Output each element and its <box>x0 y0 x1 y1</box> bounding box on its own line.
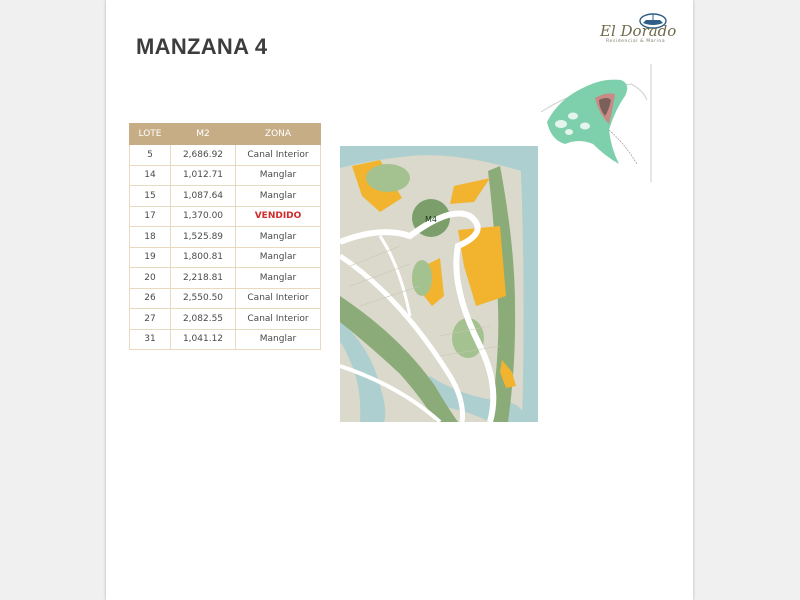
block-map <box>340 146 538 422</box>
cell-m2: 2,082.55 <box>171 309 236 330</box>
key-map-drawing <box>539 64 653 182</box>
table-row <box>130 227 321 248</box>
cell-lote: 26 <box>130 288 171 309</box>
cell-m2: 2,686.92 <box>171 145 236 166</box>
document-page <box>106 0 693 600</box>
cell-m2: 1,087.64 <box>171 186 236 207</box>
cell-lote: 14 <box>130 165 171 186</box>
block-map-drawing <box>340 146 538 422</box>
cell-m2: 1,800.81 <box>171 247 236 268</box>
cell-zona: Canal Interior <box>236 288 321 309</box>
cell-m2: 1,370.00 <box>171 206 236 227</box>
table-row <box>130 268 321 289</box>
cell-lote: 31 <box>130 329 171 350</box>
table-row <box>130 186 321 207</box>
cell-lote: 27 <box>130 309 171 330</box>
cell-zona: Manglar <box>236 227 321 248</box>
cell-m2: 1,525.89 <box>171 227 236 248</box>
cell-zona: Manglar <box>236 329 321 350</box>
brand-logo <box>600 12 675 46</box>
cell-lote: 5 <box>130 145 171 166</box>
table-row <box>130 288 321 309</box>
table-header-row <box>130 124 321 145</box>
cell-lote: 15 <box>130 186 171 207</box>
lots-table <box>129 123 321 350</box>
cell-zona-sold: VENDIDO <box>236 206 321 227</box>
logo-tagline: Residencial & Marina <box>606 39 666 44</box>
header-m2: M2 <box>171 124 236 145</box>
cell-lote: 17 <box>130 206 171 227</box>
cell-lote: 20 <box>130 268 171 289</box>
header-zona: ZONA <box>236 124 321 145</box>
cell-zona: Canal Interior <box>236 309 321 330</box>
cell-zona: Canal Interior <box>236 145 321 166</box>
cell-m2: 2,218.81 <box>171 268 236 289</box>
table-row <box>130 206 321 227</box>
cell-lote: 18 <box>130 227 171 248</box>
cell-zona: Manglar <box>236 186 321 207</box>
table-row <box>130 247 321 268</box>
table-row <box>130 329 321 350</box>
cell-m2: 2,550.50 <box>171 288 236 309</box>
cell-zona: Manglar <box>236 165 321 186</box>
header-lote: LOTE <box>130 124 171 145</box>
cell-zona: Manglar <box>236 268 321 289</box>
cell-lote: 19 <box>130 247 171 268</box>
page-title: MANZANA 4 <box>136 34 268 59</box>
location-key-map <box>539 64 653 182</box>
cell-m2: 1,041.12 <box>171 329 236 350</box>
map-block-label: M4 <box>425 215 437 224</box>
table-row <box>130 165 321 186</box>
table-row <box>130 145 321 166</box>
cell-m2: 1,012.71 <box>171 165 236 186</box>
cell-zona: Manglar <box>236 247 321 268</box>
table-row <box>130 309 321 330</box>
logo-wordmark: El Dorado <box>600 22 677 40</box>
